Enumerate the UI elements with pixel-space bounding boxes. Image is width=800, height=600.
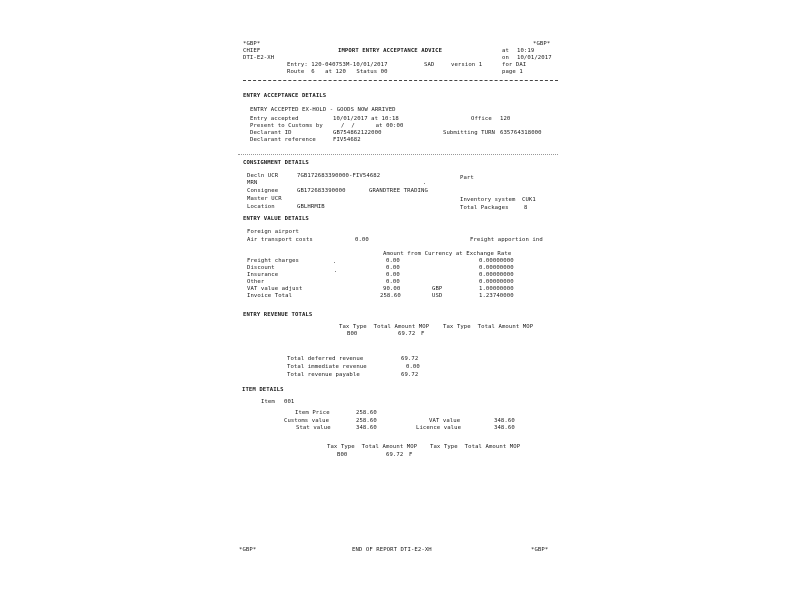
section-title-items: ITEM DETAILS: [242, 387, 284, 393]
value-row-rate: 0.00000000: [479, 279, 514, 285]
item-tax-mop: F: [409, 452, 413, 458]
revenue-tax-amount: 69.72: [398, 331, 416, 337]
section-title-consignment: CONSIGNMENT DETAILS: [243, 160, 309, 166]
route-status: Route 6 at 120 Status 00: [287, 69, 388, 75]
customs-value-value: 258.60: [356, 418, 377, 424]
date-label: on: [502, 55, 509, 61]
value-row-label: Invoice Total: [247, 293, 293, 299]
stat-value-label: Stat value: [296, 425, 331, 431]
customs-value-label: Customs value: [284, 418, 330, 424]
value-row-amount: 0.00: [386, 265, 400, 271]
version-label: version 1: [451, 62, 483, 68]
report-id: DTI-E2-XH: [243, 55, 275, 61]
location-label: Location: [247, 204, 275, 210]
gbp-marker-right: *GBP*: [533, 41, 551, 47]
revenue-column-header-2: Tax Type Total Amount MOP: [443, 324, 534, 330]
immediate-revenue-value: 0.00: [406, 364, 420, 370]
present-label: Present to Customs by: [250, 123, 323, 129]
value-row-label: Freight charges: [247, 258, 300, 264]
ucr-value: 7GB172683390000-FIV54682: [297, 173, 381, 179]
time-label: at: [502, 48, 509, 54]
vat-value-value: 348.60: [494, 418, 515, 424]
office-value: 120: [500, 116, 511, 122]
value-row-label: Discount: [247, 265, 275, 271]
immediate-revenue-label: Total immediate revenue: [287, 364, 367, 370]
mrn-label: MRN: [247, 180, 258, 186]
licence-value-value: 348.60: [494, 425, 515, 431]
header-divider: [243, 80, 558, 81]
submitting-turn-label: Submitting TURN: [443, 130, 496, 136]
value-column-header: Amount from Currency at Exchange Rate: [383, 251, 512, 257]
report-title: IMPORT ENTRY ACCEPTANCE ADVICE: [338, 48, 443, 54]
revenue-tax-type: B00: [347, 331, 358, 337]
revenue-tax-mop: F: [421, 331, 425, 337]
value-row-rate: 0.00000000: [479, 272, 514, 278]
footer-gbp-left: *GBP*: [239, 547, 257, 553]
end-of-report: END OF REPORT DTI-E2-XH: [352, 547, 432, 553]
ucr-label: Decln UCR: [247, 173, 279, 179]
entry-number: Entry: 120-040753M-10/01/2017: [287, 62, 388, 68]
inventory-label: Inventory system: [460, 197, 516, 203]
value-row-label: VAT value adjust: [247, 286, 303, 292]
page-number: page 1: [502, 69, 523, 75]
value-row-label: Insurance: [247, 272, 279, 278]
payable-revenue-value: 69.72: [401, 372, 419, 378]
declarant-ref-label: Declarant reference: [250, 137, 316, 143]
value-row-amount: 90.00: [383, 286, 401, 292]
revenue-column-header-1: Tax Type Total Amount MOP: [339, 324, 430, 330]
section-title-entry-acceptance: ENTRY ACCEPTANCE DETAILS: [243, 93, 327, 99]
air-transport-label: Air transport costs: [247, 237, 313, 243]
item-tax-amount: 69.72: [386, 452, 404, 458]
declarant-id-label: Declarant ID: [250, 130, 292, 136]
foreign-airport-label: Foreign airport: [247, 229, 300, 235]
deferred-revenue-label: Total deferred revenue: [287, 356, 364, 362]
value-row-amount: 0.00: [386, 258, 400, 264]
system-name: CHIEF: [243, 48, 261, 54]
air-transport-value: 0.00: [355, 237, 369, 243]
value-row-rate: 1.00000000: [479, 286, 514, 292]
office-label: Office: [471, 116, 492, 122]
declarant-ref-value: FIV54682: [333, 137, 361, 143]
value-row-rate: 0.00000000: [479, 258, 514, 264]
item-price-label: Item Price: [295, 410, 330, 416]
value-row-currency: GBP: [432, 286, 443, 292]
item-tax-column-header-1: Tax Type Total Amount MOP: [327, 444, 418, 450]
consignee-label: Consignee: [247, 188, 279, 194]
value-row-label: Other: [247, 279, 265, 285]
section-divider: [238, 154, 558, 155]
value-row-rate: 1.23740000: [479, 293, 514, 299]
section-title-revenue: ENTRY REVENUE TOTALS: [243, 312, 313, 318]
entry-accepted-value: 10/01/2017 at 10:18: [333, 116, 399, 122]
item-number: 001: [284, 399, 295, 405]
consignee-id: GB172683390000: [297, 188, 346, 194]
value-row-amount: 258.60: [380, 293, 401, 299]
report-date: 10/01/2017: [517, 55, 552, 61]
declarant-id-value: GB754862122000: [333, 130, 382, 136]
section-title-entry-value: ENTRY VALUE DETAILS: [243, 216, 309, 222]
item-tax-type: B00: [337, 452, 348, 458]
gbp-marker-left: *GBP*: [243, 41, 261, 47]
sad-label: SAD: [424, 62, 435, 68]
footer-gbp-right: *GBP*: [531, 547, 549, 553]
report-time: 10:19: [517, 48, 535, 54]
vat-value-label: VAT value: [429, 418, 461, 424]
inventory-value: CUK1: [522, 197, 536, 203]
stat-value-value: 348.60: [356, 425, 377, 431]
value-row-amount: 0.00: [386, 279, 400, 285]
total-packages-label: Total Packages: [460, 205, 509, 211]
for-dai-label: for DAI: [502, 62, 527, 68]
total-packages-value: 8: [524, 205, 528, 211]
item-label: Item: [261, 399, 275, 405]
master-ucr-label: Master UCR: [247, 196, 282, 202]
consignee-name: GRANDTREE TRADING: [369, 188, 428, 194]
entry-accepted-label: Entry accepted: [250, 116, 299, 122]
scan-speck: [334, 262, 335, 263]
value-row-amount: 0.00: [386, 272, 400, 278]
value-row-rate: 0.00000000: [479, 265, 514, 271]
present-value: / / at 00:00: [341, 123, 404, 129]
part-label: Part: [460, 175, 474, 181]
scan-speck: [335, 271, 336, 272]
acceptance-status: ENTRY ACCEPTED EX-HOLD - GOODS NOW ARRIVED: [250, 107, 396, 113]
item-tax-column-header-2: Tax Type Total Amount MOP: [430, 444, 521, 450]
submitting-turn-value: 635764318000: [500, 130, 542, 136]
item-price-value: 258.60: [356, 410, 377, 416]
scan-speck: [424, 183, 425, 184]
payable-revenue-label: Total revenue payable: [287, 372, 360, 378]
value-row-currency: USD: [432, 293, 443, 299]
licence-value-label: Licence value: [416, 425, 462, 431]
freight-apportion-label: Freight apportion ind: [470, 237, 543, 243]
location-value: GBLHRMIB: [297, 204, 325, 210]
deferred-revenue-value: 69.72: [401, 356, 419, 362]
